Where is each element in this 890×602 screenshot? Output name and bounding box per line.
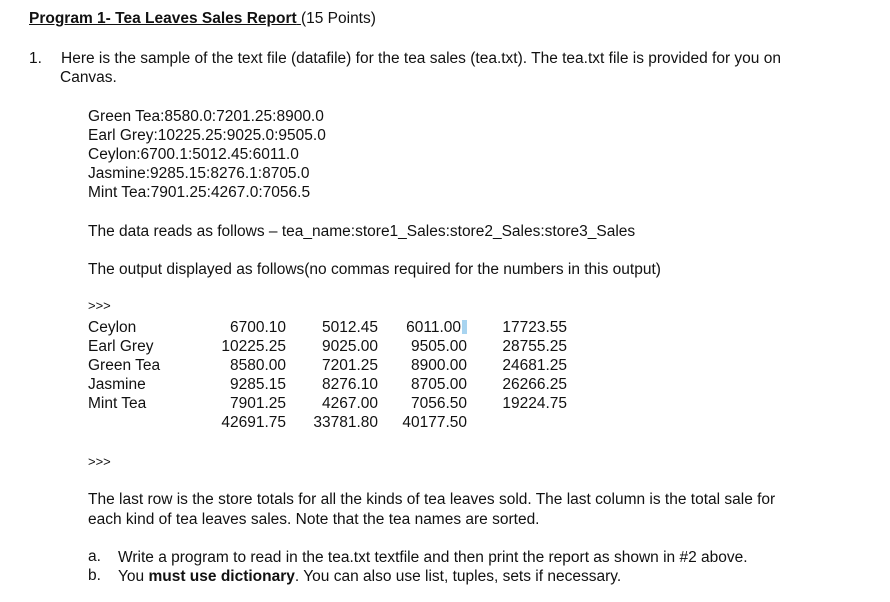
report-cell: 24681.25 (502, 357, 567, 374)
datafile-line: Ceylon:6700.1:5012.45:6011.0 (88, 146, 299, 163)
report-cell: 9505.00 (410, 338, 467, 355)
report-cell: 5012.45 (321, 319, 378, 336)
page-title (29, 10, 376, 28)
report-store3-column (386, 318, 467, 432)
text-cursor (462, 320, 467, 334)
report-cell: 9285.15 (229, 376, 286, 393)
report-cell: 6011.00 (386, 318, 467, 337)
report-cell: 7056.50 (410, 395, 467, 412)
report-row-name: Mint Tea (88, 395, 147, 412)
report-cell: 7901.25 (229, 395, 286, 412)
report-store2-column (296, 318, 378, 432)
report-total-cell: 33781.80 (313, 414, 378, 431)
datafile-sample (88, 107, 326, 202)
report-cell: 8276.10 (321, 376, 378, 393)
item-1-line-1: Here is the sample of the text file (datafile) for the tea sales (tea.txt). The tea.txt file is provided for you on (61, 50, 781, 67)
item-number: 1. (29, 50, 42, 67)
explanation-line-2: each kind of tea leaves sales. Note that the tea names are sorted. (88, 511, 540, 528)
shell-prompt: >>> (88, 454, 111, 469)
report-total-cell: 40177.50 (402, 414, 467, 431)
report-cell: 8580.00 (229, 357, 286, 374)
title-points: (15 Points) (300, 10, 376, 27)
item-1-line-2: Canvas. (60, 69, 117, 86)
subitem-a-text: Write a program to read in the tea.txt textfile and then print the report as shown in #2 above. (118, 549, 748, 566)
datafile-line: Mint Tea:7901.25:4267.0:7056.5 (88, 184, 311, 201)
report-cell: 10225.25 (221, 338, 286, 355)
emphasis-must-use-dictionary: must use dictionary (148, 568, 295, 585)
report-row-total-column (486, 318, 567, 413)
report-name-column (88, 318, 160, 413)
report-row-name: Jasmine (88, 376, 146, 393)
report-store1-column (205, 318, 286, 432)
shell-prompt: >>> (88, 298, 111, 313)
report-row-name: Ceylon (88, 319, 137, 336)
report-cell: 4267.00 (321, 395, 378, 412)
output-intro: The output displayed as follows(no commas required for the numbers in this output) (88, 261, 661, 278)
report-cell: 8900.00 (410, 357, 467, 374)
title-heading: Program 1- Tea Leaves Sales Report (29, 10, 297, 27)
subitem-b-marker: b. (88, 567, 101, 584)
datafile-line: Green Tea:8580.0:7201.25:8900.0 (88, 108, 324, 125)
report-cell: 17723.55 (502, 319, 567, 336)
report-cell: 19224.75 (502, 395, 567, 412)
report-cell: 26266.25 (502, 376, 567, 393)
datafile-line: Jasmine:9285.15:8276.1:8705.0 (88, 165, 310, 182)
explanation-line-1: The last row is the store totals for all the kinds of tea leaves sold. The last column is the total sale for (88, 491, 776, 508)
report-cell: 8705.00 (410, 376, 467, 393)
report-row-name: Earl Grey (88, 338, 154, 355)
data-format-description: The data reads as follows – tea_name:store1_Sales:store2_Sales:store3_Sales (88, 223, 636, 240)
datafile-line: Earl Grey:10225.25:9025.0:9505.0 (88, 127, 326, 144)
report-row-name: Green Tea (88, 357, 161, 374)
report-cell: 9025.00 (321, 338, 378, 355)
report-cell: 6700.10 (229, 319, 286, 336)
report-cell: 28755.25 (502, 338, 567, 355)
report-cell: 7201.25 (321, 357, 378, 374)
subitem-b-text: You must use dictionary. You can also use list, tuples, sets if necessary. (118, 568, 622, 585)
report-total-cell: 42691.75 (221, 414, 286, 431)
subitem-a-marker: a. (88, 548, 101, 565)
